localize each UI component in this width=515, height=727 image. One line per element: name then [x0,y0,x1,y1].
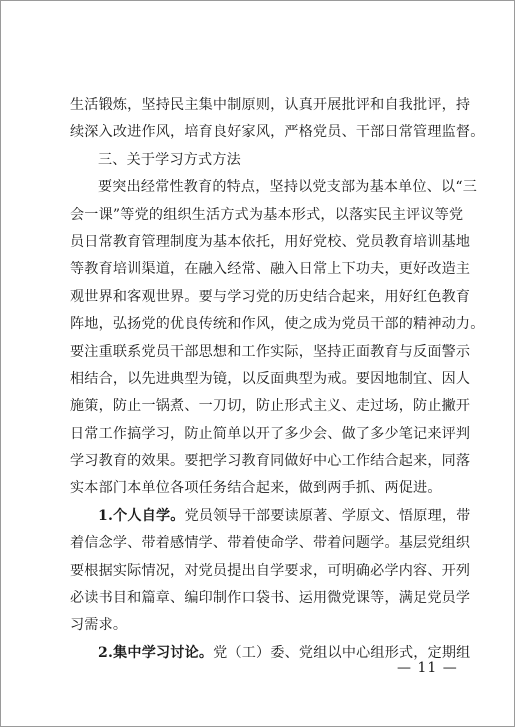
bold-heading-text: 2.集中学习讨论。 [98,644,214,661]
text-line [70,475,450,502]
text-line [70,612,450,639]
body-text: 要根据实际情况，对党员提出自学要求，可明确必学内容、开列 [70,562,471,579]
text-line [70,147,450,174]
text-line [70,229,471,256]
text-line [70,585,471,612]
text-line [70,284,471,311]
body-text: 必读书目和篇章、编印制作口袋书、运用微党课等，满足党员学 [70,590,471,607]
text-line [70,339,471,366]
body-text: 三、关于学习方式方法 [98,151,241,168]
body-text: 着信念学、带着感情学、带着使命学、带着问题学。基层党组织 [70,535,471,552]
body-text: 要注重联系党员干部思想和工作实际，坚持正面教育与反面警示 [70,343,471,360]
text-line [70,92,471,119]
body-text: 实本部门本单位各项任务结合起来，做到两手抓、两促进。 [70,480,442,497]
text-line [70,174,478,201]
text-line [70,421,471,448]
bold-heading-text: 1.个人自学。 [98,507,185,524]
body-text: 续深入改进作风，培育良好家风，严格党员、干部日常管理监督。 [70,124,485,141]
body-text: 党（工）委、党组以中心组形式，定期组 [213,644,471,661]
body-text: 学习教育的效果。要把学习教育同做好中心工作结合起来，同落 [70,453,471,470]
body-text: 会一课”等党的组织生活方式为基本形式，以落实民主评议等党 [70,206,464,223]
body-text: 等教育培训渠道，在融入经常、融入日常上下功夫，更好改造主 [70,261,471,278]
text-line [70,640,471,667]
text-line [70,311,485,338]
document-body [70,92,485,667]
body-text: 施策，防止一锅煮、一刀切，防止形式主义、走过场，防止撇开 [70,398,471,415]
text-line [70,393,471,420]
page-number: — 11 — [397,660,458,676]
body-text: 员日常教育管理制度为基本依托，用好党校、党员教育培训基地 [70,233,471,250]
text-line [70,256,471,283]
text-line [70,558,471,585]
text-line [70,503,471,530]
text-line [70,202,464,229]
text-line [70,366,471,393]
body-text: 习需求。 [70,617,128,634]
body-text: 生活锻炼，坚持民主集中制原则，认真开展批评和自我批评，持 [70,97,471,113]
body-text: 阵地，弘扬党的优良传统和作风，使之成为党员干部的精神动力。 [70,316,485,333]
text-line [70,448,471,475]
text-line [70,119,485,146]
body-text: 要突出经常性教育的特点，坚持以党支部为基本单位、以“三 [98,179,478,196]
body-text: 相结合，以先进典型为镜，以反面典型为戒。要因地制宜、因人 [70,370,471,387]
body-text: 观世界和客观世界。要与学习党的历史结合起来，用好红色教育 [70,288,471,305]
body-text: 日常工作搞学习，防止简单以开了多少会、做了多少笔记来评判 [70,425,471,442]
text-line [70,530,471,557]
body-text: 党员领导干部要读原著、学原文、悟原理，带 [184,507,471,524]
